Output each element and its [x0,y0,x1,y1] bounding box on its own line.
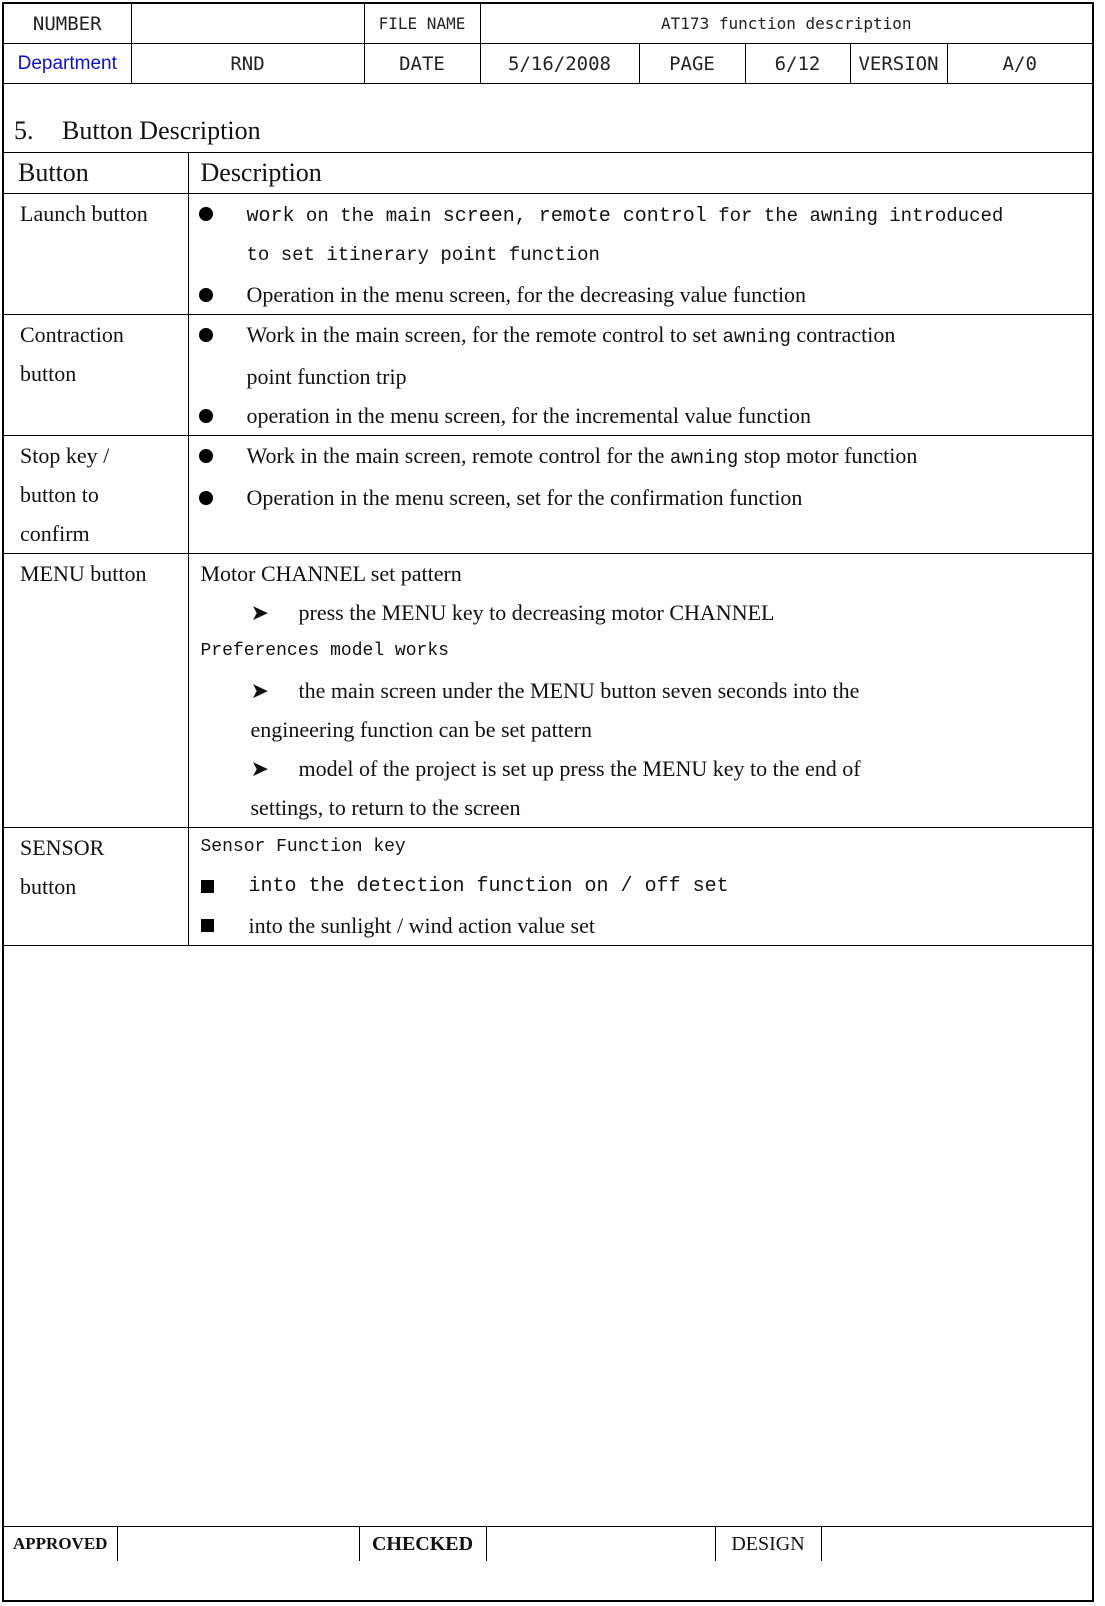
section-number: 5. [14,116,34,145]
list-item [201,593,1093,632]
list-item [201,671,1093,710]
list-item [189,478,1093,517]
button-name-text: confirm [20,521,90,546]
text-segment: for [706,205,764,227]
button-name-text: MENU button [20,561,147,586]
list-item [189,436,1093,478]
text-segment: Sensor Function key [200,837,406,857]
text-segment: model of the project is set up press the MENU key to the end of [298,756,861,781]
column-header-button: Button [4,153,188,194]
text-segment: the [763,205,799,227]
document-footer [4,1526,1092,1561]
text-segment: settings, to return to the screen [250,795,521,820]
list-item [189,194,1093,275]
file-name-label: FILE NAME [364,4,480,44]
table-row [4,554,1092,828]
version-label: VERSION [850,44,947,84]
button-name-menu [4,554,188,828]
text-segment: introduced [889,205,1004,227]
list-item [189,396,1093,435]
text-segment: Preferences model works [200,641,449,661]
button-name-launch [4,194,188,315]
text-segment: awning [798,205,890,227]
description-menu [188,554,1092,828]
bullet-square-icon [201,880,214,893]
description-stop [188,436,1092,554]
checked-value [486,1527,715,1562]
number-value [131,4,364,44]
text-segment: stop motor function [738,443,918,468]
text-segment: point function trip [246,364,407,389]
button-name-text: button [20,874,77,899]
text-segment: main [374,205,443,227]
text-segment: awning [669,447,739,469]
table-row [4,436,1092,554]
description-sensor [188,828,1092,946]
text-segment: work [246,205,295,228]
checked-label: CHECKED [359,1527,486,1562]
bullet-dot-icon [199,328,213,342]
button-name-sensor [4,828,188,946]
text-segment: to set itinerary point function [246,244,600,266]
bullet-dot-icon [199,288,213,302]
bullet-dot-icon [199,449,213,463]
arrow-bullet-icon: ➤ [250,678,269,703]
document-header [4,4,1092,84]
section-title [14,116,261,146]
department-value: RND [131,44,364,84]
text-segment: into the detection function on / off set [248,875,729,898]
table-row [4,828,1092,946]
button-name-text: button [20,361,77,386]
table-row [4,315,1092,436]
bullet-dot-icon [199,409,213,423]
button-name-text: SENSOR [20,835,105,860]
list-item [201,906,1093,945]
date-label: DATE [364,44,480,84]
text-segment: contraction [790,322,896,347]
button-name-contraction [4,315,188,436]
button-name-text: Contraction [20,322,124,347]
description-contraction [188,315,1092,436]
button-name-text: Launch button [20,201,148,226]
text-segment: into the sunlight / wind action value set [248,913,595,938]
button-name-stop [4,436,188,554]
design-value [821,1527,1092,1562]
list-item [189,275,1093,314]
arrow-bullet-icon: ➤ [250,600,269,625]
text-segment: on [294,205,341,227]
text-segment: awning [722,326,791,348]
bullet-dot-icon [199,207,213,221]
bullet-square-icon [201,919,214,932]
text-segment: press the MENU key to decreasing motor CHANNEL [298,600,775,625]
text-segment: the main screen under the MENU button seven seconds into the [298,678,860,703]
text-segment: Motor CHANNEL set pattern [200,561,462,586]
list-item [189,315,1093,396]
list-item [201,867,1093,906]
arrow-bullet-icon: ➤ [250,756,269,781]
text-segment: screen, remote control [442,205,707,228]
date-value: 5/16/2008 [480,44,639,84]
button-name-text: button to [20,482,99,507]
button-name-text: Stop key / [20,443,110,468]
number-label: NUMBER [4,4,131,44]
design-label: DESIGN [715,1527,821,1562]
page-value: 6/12 [745,44,850,84]
text-segment: Work in the main screen, for the remote control to set [246,322,723,347]
approved-label: APPROVED [4,1527,117,1562]
table-row [4,194,1092,315]
button-description-table [4,152,1092,946]
text-segment: Work in the main screen, remote control for the [246,443,670,468]
description-launch [188,194,1092,315]
text-segment: engineering function can be set pattern [250,717,592,742]
text-segment: Operation in the menu screen, set for the confirmation function [246,485,803,510]
list-item [201,749,1093,788]
version-value: A/0 [947,44,1092,84]
department-label: Department [4,44,131,84]
column-header-description: Description [188,153,1092,194]
page-label: PAGE [639,44,745,84]
approved-value [117,1527,359,1562]
text-segment: operation in the menu screen, for the incremental value function [246,403,811,428]
text-segment: Operation in the menu screen, for the decreasing value function [246,282,807,307]
file-name-value: AT173 function description [480,4,1092,44]
text-segment: the [340,205,375,227]
table-header-row [4,153,1092,194]
document-page [2,2,1094,1602]
section-title-text: Button Description [62,116,261,145]
bullet-dot-icon [199,491,213,505]
